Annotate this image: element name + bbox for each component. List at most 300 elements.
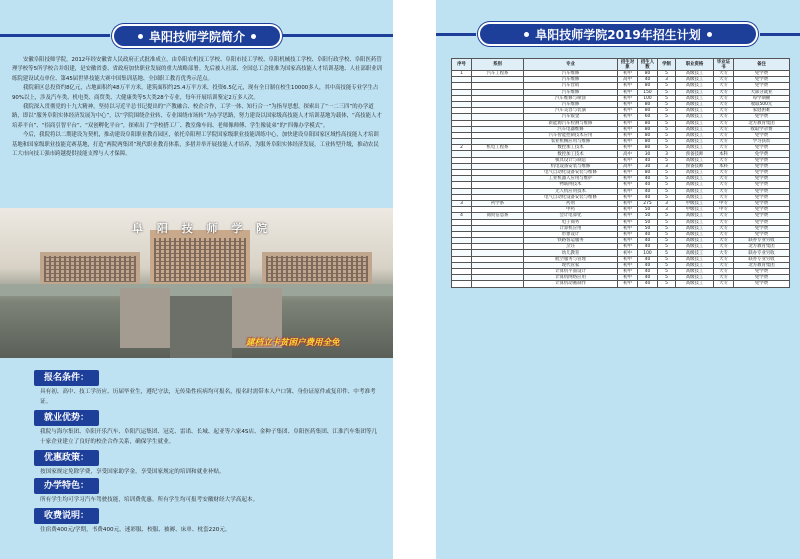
table-cell: 大专 — [714, 225, 734, 231]
table-cell: 计算机应用 — [524, 225, 618, 231]
enrollment-plan-table — [451, 58, 790, 288]
table-cell: 100 — [638, 250, 658, 256]
table-cell: 40 — [638, 256, 658, 262]
table-cell: 初中 — [618, 108, 638, 114]
school-introduction — [12, 56, 382, 159]
table-cell: 药学系 — [472, 200, 524, 206]
table-cell: 大专 — [714, 194, 734, 200]
table-cell — [472, 281, 524, 287]
table-cell: 50 — [638, 219, 658, 225]
table-cell: 大专 — [714, 244, 734, 250]
table-cell: 高级技工 — [676, 262, 714, 268]
table-cell: 初中 — [618, 281, 638, 287]
table-cell: 高级技工 — [676, 275, 714, 281]
table-cell: 高级技工 — [676, 231, 714, 237]
column-header: 招生人数 — [638, 59, 658, 71]
table-cell: 免学费 — [734, 176, 790, 182]
table-cell: 初中 — [618, 83, 638, 89]
table-cell: 高级技工 — [676, 176, 714, 182]
intro-paragraph: 今后，我院将以二期建设为契机，推动建设阜阳职业教育园区，依托阜阳理工学院国家级职业技能训练中心，加快建设阜阳国家区域性高技能人才培训基地和国家级职业技能竞赛基地，打造“两院两集团”现代职业教育体系，多措并举开展技能人才培养，为服务阜阳实体经济发展，工业转型升级，推动农民工大市向技工强市跨越提供技能支撑与人才保障。 — [12, 132, 379, 158]
table-cell — [452, 281, 472, 287]
table-cell: 5 — [658, 120, 676, 126]
table-cell: 275 — [638, 200, 658, 206]
table-cell: 收取500元 — [734, 101, 790, 107]
table-cell: 40 — [638, 281, 658, 287]
table-cell: 免学费 — [734, 219, 790, 225]
table-cell: 80 — [638, 132, 658, 138]
table-cell: 免学费 — [734, 188, 790, 194]
column-header: 学制 — [658, 59, 676, 71]
left-page-title: 阜阳技师学院简介 — [148, 29, 245, 44]
table-cell: 初中 — [618, 213, 638, 219]
table-cell: 3 — [658, 200, 676, 206]
table-cell: 高级技工 — [676, 225, 714, 231]
table-cell: 电气自动化设备安装与维修 — [524, 194, 618, 200]
table-cell: 汽车营销 — [524, 83, 618, 89]
table-cell: 5 — [658, 95, 676, 101]
title-stripe-right — [760, 33, 800, 36]
table-cell: 40 — [638, 182, 658, 188]
right-title-banner — [478, 22, 758, 46]
table-cell: 电子商务 — [524, 219, 618, 225]
page-gutter — [393, 0, 436, 559]
table-cell: 80 — [638, 71, 658, 77]
table-cell: 北方教育集团 — [734, 120, 790, 126]
table-cell: 免学费 — [734, 207, 790, 213]
table-cell: 大专 — [714, 157, 734, 163]
table-cell: 大专 — [714, 114, 734, 120]
table-cell: 中级技工 — [676, 207, 714, 213]
table-cell: 大专 — [714, 120, 734, 126]
table-cell: 5 — [658, 231, 676, 237]
table-cell: 5 — [658, 114, 676, 120]
table-cell: 初中 — [618, 256, 638, 262]
table-cell: 免学费 — [734, 269, 790, 275]
table-cell: 初中 — [618, 182, 638, 188]
table-cell: 新能源汽车检测与维修 — [524, 120, 618, 126]
table-cell: 高级技工 — [676, 114, 714, 120]
school-sign: 阜 阳 技 师 学 院 — [132, 222, 273, 235]
table-cell: 初中 — [618, 114, 638, 120]
table-cell: 初中 — [618, 120, 638, 126]
table-cell: 大专 — [714, 71, 734, 77]
table-cell: 汽车智能控制技术应用 — [524, 132, 618, 138]
table-cell: 机电设备安装与维修 — [524, 163, 618, 169]
table-cell: 大专 — [714, 275, 734, 281]
table-cell: 5 — [658, 225, 676, 231]
table-cell: 5 — [658, 219, 676, 225]
table-cell: 高级技工 — [676, 95, 714, 101]
table-cell: 80 — [638, 120, 658, 126]
table-cell: 初中 — [618, 200, 638, 206]
table-cell: 30 — [638, 163, 658, 169]
section-label-enrollment: 报名条件： — [34, 370, 99, 386]
section-label-fees: 收费说明： — [34, 508, 99, 524]
column-header: 招生对象 — [618, 59, 638, 71]
table-cell: 北方教育集团 — [734, 262, 790, 268]
table-cell: 会计电算化 — [524, 213, 618, 219]
table-cell: 50 — [638, 213, 658, 219]
table-cell: 初中 — [618, 238, 638, 244]
table-cell: 高级技工 — [676, 71, 714, 77]
table-cell: 30 — [638, 151, 658, 157]
table-cell: 5 — [658, 132, 676, 138]
column-header: 序号 — [452, 59, 472, 71]
table-cell: 大专 — [714, 132, 734, 138]
table-cell: 计算机动画制作 — [524, 281, 618, 287]
table-cell: 汽车维修 — [524, 77, 618, 83]
table-cell: 联办专业另收 — [734, 238, 790, 244]
table-cell: 5 — [658, 89, 676, 95]
table-cell: 高级技工 — [676, 281, 714, 287]
table-cell: 高中 — [618, 151, 638, 157]
table-cell: 初中 — [618, 269, 638, 275]
table-cell: 初中 — [618, 71, 638, 77]
title-stripe-right — [283, 34, 393, 37]
table-cell: 初中 — [618, 170, 638, 176]
table-cell: 大专 — [714, 269, 734, 275]
table-cell: 初中 — [618, 219, 638, 225]
table-cell: 40 — [638, 176, 658, 182]
table-cell: 免学费 — [734, 200, 790, 206]
table-cell: 5 — [658, 108, 676, 114]
table-cell: 高级技工 — [676, 250, 714, 256]
dot-icon — [524, 32, 529, 37]
table-cell: 高级技工 — [676, 213, 714, 219]
table-cell: 电气自动化设备安装与维修 — [524, 170, 618, 176]
table-cell: 农业机械应用与维修 — [524, 139, 618, 145]
table-cell: 免学费 — [734, 281, 790, 287]
table-cell: 大专 — [714, 139, 734, 145]
table-cell: 初中 — [618, 132, 638, 138]
table-cell: 初中 — [618, 95, 638, 101]
table-cell: 联办专业另收 — [734, 256, 790, 262]
table-cell: 中专 — [714, 200, 734, 206]
table-cell: 预备技师 — [676, 151, 714, 157]
table-cell: 5 — [658, 145, 676, 151]
table-cell: 高级技工 — [676, 132, 714, 138]
table-cell: 50 — [638, 207, 658, 213]
table-cell: 150 — [638, 89, 658, 95]
section-label-features: 办学特色： — [34, 478, 99, 494]
table-cell: 初中 — [618, 145, 638, 151]
table-cell: 汽车维修 — [524, 71, 618, 77]
table-cell: 每学期额 — [734, 95, 790, 101]
table-cell: 计算机平面设计 — [524, 269, 618, 275]
table-cell: 免学费 — [734, 132, 790, 138]
table-cell: 5 — [658, 83, 676, 89]
table-cell: 北方教育集团 — [734, 244, 790, 250]
table-cell: 高级技工 — [676, 120, 714, 126]
table-cell: 汽车维修与喷涂 — [524, 95, 618, 101]
table-cell: 80 — [638, 108, 658, 114]
section-text-enrollment: 具有初、高中、技工学历应、历届毕业生，遵纪守法，无传染性疾病均可报名，报名时需带本人户口簿、身份证原件或复印件、中考准考证。 — [40, 389, 376, 405]
table-cell: 免学费 — [734, 77, 790, 83]
table-cell: 5 — [658, 170, 676, 176]
table-cell: 初中 — [618, 101, 638, 107]
intro-paragraph: 我院新区总投资约8亿元，占地面积约48万平方米，建筑面积约25.4万平方米，投资6.5亿元，现有全日制在校生10000多人，其中高技能专业学生占90%以上，涉及汽车类、机电类、商贸类、大健康类等5大类28个专业，每年开展培训鉴定2万多人次。 — [12, 85, 379, 101]
table-cell: 高级技工 — [676, 101, 714, 107]
table-cell: 大专 — [714, 281, 734, 287]
table-cell: 汽车工程系 — [472, 71, 524, 77]
table-cell: 大专 — [714, 213, 734, 219]
table-cell: 中专 — [714, 207, 734, 213]
section-label-employment: 就业优势： — [34, 410, 99, 426]
table-cell: 大专 — [714, 126, 734, 132]
table-cell: 5 — [658, 71, 676, 77]
table-cell: 机电工程系 — [472, 145, 524, 151]
table-cell: 40 — [638, 188, 658, 194]
table-cell: 幼儿教育 — [524, 250, 618, 256]
table-cell: 汽车电器维修 — [524, 126, 618, 132]
table-cell: 5 — [658, 126, 676, 132]
table-cell: 大专 — [714, 89, 734, 95]
table-cell: 免学费 — [734, 71, 790, 77]
table-cell: 学习扶贫 — [734, 139, 790, 145]
table-cell: 40 — [638, 157, 658, 163]
table-cell: 免学费 — [734, 182, 790, 188]
table-cell: 大专 — [714, 77, 734, 83]
table-cell: 初中 — [618, 244, 638, 250]
table-cell: 免学费 — [734, 213, 790, 219]
table-cell: 5 — [658, 256, 676, 262]
table-cell: 3 — [452, 200, 472, 206]
table-cell: 高级技工 — [676, 89, 714, 95]
table-cell: 5 — [658, 213, 676, 219]
table-cell: 预备技师 — [676, 163, 714, 169]
table-cell: 烹饪 — [524, 244, 618, 250]
table-cell: 航空服务与管理 — [524, 256, 618, 262]
column-header: 毕业证书 — [714, 59, 734, 71]
table-cell: 汽车美容与装潢 — [524, 108, 618, 114]
table-cell: 大专 — [714, 188, 734, 194]
table-cell: 高级技工 — [676, 188, 714, 194]
table-cell: 数控加工技术 — [524, 145, 618, 151]
table-cell: 高级技工 — [676, 77, 714, 83]
table-cell: 药剂 — [524, 200, 618, 206]
section-text-fees: 住宿费400元/学期，书费400元，迷彩服、校服、被褥、床单、枕套220元。 — [40, 527, 231, 533]
table-cell: 大专 — [714, 108, 734, 114]
table-cell: 无人机应用技术 — [524, 188, 618, 194]
table-cell: 初中 — [618, 126, 638, 132]
table-cell: 高中 — [618, 163, 638, 169]
table-cell: 免学费 — [734, 83, 790, 89]
table-cell: 初中 — [618, 275, 638, 281]
table-cell: 初中 — [618, 194, 638, 200]
table-cell: 40 — [638, 262, 658, 268]
table-row — [452, 281, 790, 287]
table-cell: 80 — [638, 83, 658, 89]
table-cell: 80 — [638, 145, 658, 151]
table-cell: 80 — [638, 139, 658, 145]
table-cell: 初中 — [618, 157, 638, 163]
dot-icon — [138, 34, 143, 39]
table-cell: 高中 — [618, 77, 638, 83]
gate-left — [120, 288, 170, 348]
right-page — [436, 0, 800, 559]
table-cell: 大专 — [714, 176, 734, 182]
table-cell: 物联网技术 — [524, 182, 618, 188]
table-cell: 80 — [638, 126, 658, 132]
table-cell: 40 — [638, 231, 658, 237]
table-cell: 大专 — [714, 231, 734, 237]
table-cell: 初中 — [618, 188, 638, 194]
table-cell: 大专 — [714, 101, 734, 107]
poverty-slogan: 建档立卡贫困户费用全免 — [246, 338, 340, 348]
table-cell: 高级技工 — [676, 108, 714, 114]
table-cell: 大专 — [714, 83, 734, 89]
dot-icon — [251, 34, 256, 39]
table-cell: 大专 — [714, 262, 734, 268]
table-cell: 高级技工 — [676, 170, 714, 176]
table-cell: 初中 — [618, 176, 638, 182]
column-header: 专业 — [524, 59, 618, 71]
table-cell: 免学费 — [734, 194, 790, 200]
table-cell: 5 — [658, 101, 676, 107]
table-cell: 高级技工 — [676, 139, 714, 145]
table-cell: 3 — [658, 77, 676, 83]
table-cell: 5 — [658, 194, 676, 200]
table-cell: 初中 — [618, 225, 638, 231]
table-cell: 免学费 — [734, 151, 790, 157]
left-page — [0, 0, 393, 559]
table-cell: 高级技工 — [676, 83, 714, 89]
table-cell: 模具设计与制造 — [524, 157, 618, 163]
table-cell: 3 — [658, 151, 676, 157]
column-header: 职业资格 — [676, 59, 714, 71]
table-cell: 40 — [638, 238, 658, 244]
table-cell: 初中 — [618, 250, 638, 256]
table-cell: 5 — [658, 269, 676, 275]
table-cell: 4 — [452, 213, 472, 219]
table-cell: 现代管家 — [524, 262, 618, 268]
table-cell: 形象设计 — [524, 231, 618, 237]
table-cell: 5 — [658, 182, 676, 188]
table-cell: 高级技工 — [676, 126, 714, 132]
table-cell: 40 — [638, 244, 658, 250]
table-cell: 免学费 — [734, 225, 790, 231]
table-cell: 5 — [658, 176, 676, 182]
table-cell: 大专 — [714, 219, 734, 225]
section-text-employment: 我院与海尔集团、阜阳开乐汽车、阜阳汽运集团、冠克、雷诺、长城、起亚等六家4S店、金种子集团、阜阳医药集团、江淮汽车集团等几十家企业建立了良好的校企合作关系，确保学生就业。 — [40, 429, 378, 445]
intro-paragraph: 安徽阜阳技师学院，2012年经安徽省人民政府正式批准成立，由阜阳农机技工学校、阜阳市技工学校、阜阳机械技工学校、阜阳行政学校、阜阳医药管理学校等5所学校合并组建，是安徽省委、省政府加快职业发展的重大战略部署。先后被人社部、全国总工会批准为国家高技能人才培训基地、人社部职业训练院建设试点单位、第45届世界技能大赛中国集训基地、全国职工教育优秀示范点。 — [12, 57, 382, 82]
table-cell: 汽车钣金 — [524, 114, 618, 120]
column-header: 备注 — [734, 59, 790, 71]
table-cell: 100 — [638, 95, 658, 101]
table-cell: 高级技工 — [676, 269, 714, 275]
table-cell: 60 — [638, 114, 658, 120]
table-cell: 工业机器人应用与维护 — [524, 176, 618, 182]
road — [170, 296, 232, 358]
table-cell: 高级技工 — [676, 157, 714, 163]
table-cell: 初中 — [618, 262, 638, 268]
table-cell: 免学费 — [734, 145, 790, 151]
table-cell: 本科 — [714, 151, 734, 157]
table-cell: 初中 — [618, 139, 638, 145]
table-cell: 3 — [658, 207, 676, 213]
table-cell: 免学费 — [734, 157, 790, 163]
table-cell: 高级技工 — [676, 219, 714, 225]
table-cell: 初中 — [618, 89, 638, 95]
table-cell: 大专 — [714, 95, 734, 101]
table-cell: 计算机网络应用 — [524, 275, 618, 281]
left-title-banner — [112, 24, 282, 48]
table-cell: 免学费 — [734, 170, 790, 176]
table-cell: 40 — [638, 275, 658, 281]
table-cell: 5 — [658, 262, 676, 268]
table-cell: 3 — [658, 163, 676, 169]
table-cell: 40 — [638, 77, 658, 83]
table-cell: 收取学杂费 — [734, 126, 790, 132]
table-cell: 50 — [638, 225, 658, 231]
table-cell: 2 — [452, 145, 472, 151]
table-cell: 免学费 — [734, 114, 790, 120]
table-cell: 大专 — [714, 250, 734, 256]
right-page-title: 阜阳技师学院2019年招生计划 — [535, 27, 701, 42]
table-cell: 5 — [658, 139, 676, 145]
table-cell: 初中 — [618, 231, 638, 237]
table-cell: 大专 — [714, 238, 734, 244]
table-cell: 大专 — [714, 256, 734, 262]
table-cell: 80 — [638, 101, 658, 107]
intro-paragraph: 我院深入贯彻党的十九大精神，坚持以习近平总书记提出的“产教融合、校企合作，工学一体、知行合一”为指导思想，探索出了“一二三四”的办学道路，即以“服务阜阳实体经济发展为中心”，以“学院围绕企业转、专业围绕市场转”为办学思路，努力建设以国家级高技能人才培训基地为载体，“高技能人才培养平台”、“招商引智平台”、“双创孵化平台”，探索出了“学校搭工厂、教室像车间、老师像师傅、学生像徒弟”的“四像办学模式”。 — [12, 104, 382, 129]
table-cell: 5 — [658, 157, 676, 163]
table-cell: 5 — [658, 281, 676, 287]
section-text-policy: 按国家规定免除学费，享受国家助学金，享受国家规定的培训和就业补贴。 — [40, 469, 225, 475]
table-cell: 5 — [658, 275, 676, 281]
table-header — [452, 59, 790, 71]
table-cell: 中药 — [524, 207, 618, 213]
table-cell: 5 — [658, 244, 676, 250]
table-cell: 40 — [638, 269, 658, 275]
table-cell: 大专 — [714, 145, 734, 151]
table-cell: 家庭困难 — [734, 108, 790, 114]
table-cell: 本科 — [714, 163, 734, 169]
table-cell: 初中 — [618, 207, 638, 213]
table-cell: 高级技工 — [676, 145, 714, 151]
table-cell: 高级技工 — [676, 182, 714, 188]
table-cell: 汽车维修 — [524, 101, 618, 107]
table-cell: 大部分就业 — [734, 89, 790, 95]
title-stripe-left — [436, 33, 476, 36]
table-cell: 5 — [658, 238, 676, 244]
title-stripe-left — [0, 34, 110, 37]
table-cell: 铁路客运服务 — [524, 238, 618, 244]
column-header: 系别 — [472, 59, 524, 71]
table-cell: 高级技工 — [676, 256, 714, 262]
table-cell: 高级技工 — [676, 194, 714, 200]
table-cell: 大专 — [714, 170, 734, 176]
table-cell: 高级技工 — [676, 238, 714, 244]
table-cell: 80 — [638, 170, 658, 176]
table-cell: 40 — [638, 194, 658, 200]
table-cell: 免学费 — [734, 231, 790, 237]
dot-icon — [707, 32, 712, 37]
table-cell: 免学费 — [734, 275, 790, 281]
table-cell: 中级技工 — [676, 200, 714, 206]
table-cell: 高级技工 — [676, 244, 714, 250]
table-cell: 5 — [658, 250, 676, 256]
table-cell: 商贸信息系 — [472, 213, 524, 219]
table-cell: 数控加工技术 — [524, 151, 618, 157]
table-cell: 汽车维修 — [524, 89, 618, 95]
table-cell: 免学费 — [734, 163, 790, 169]
table-body — [452, 71, 790, 288]
table-cell: 大专 — [714, 182, 734, 188]
table-cell: 联办专业另收 — [734, 250, 790, 256]
table-cell: 5 — [658, 188, 676, 194]
section-text-features: 所有学生均可学习汽车驾驶技能，培训费优惠。所有学生均可报考安徽财经大学高起本。 — [40, 497, 259, 503]
